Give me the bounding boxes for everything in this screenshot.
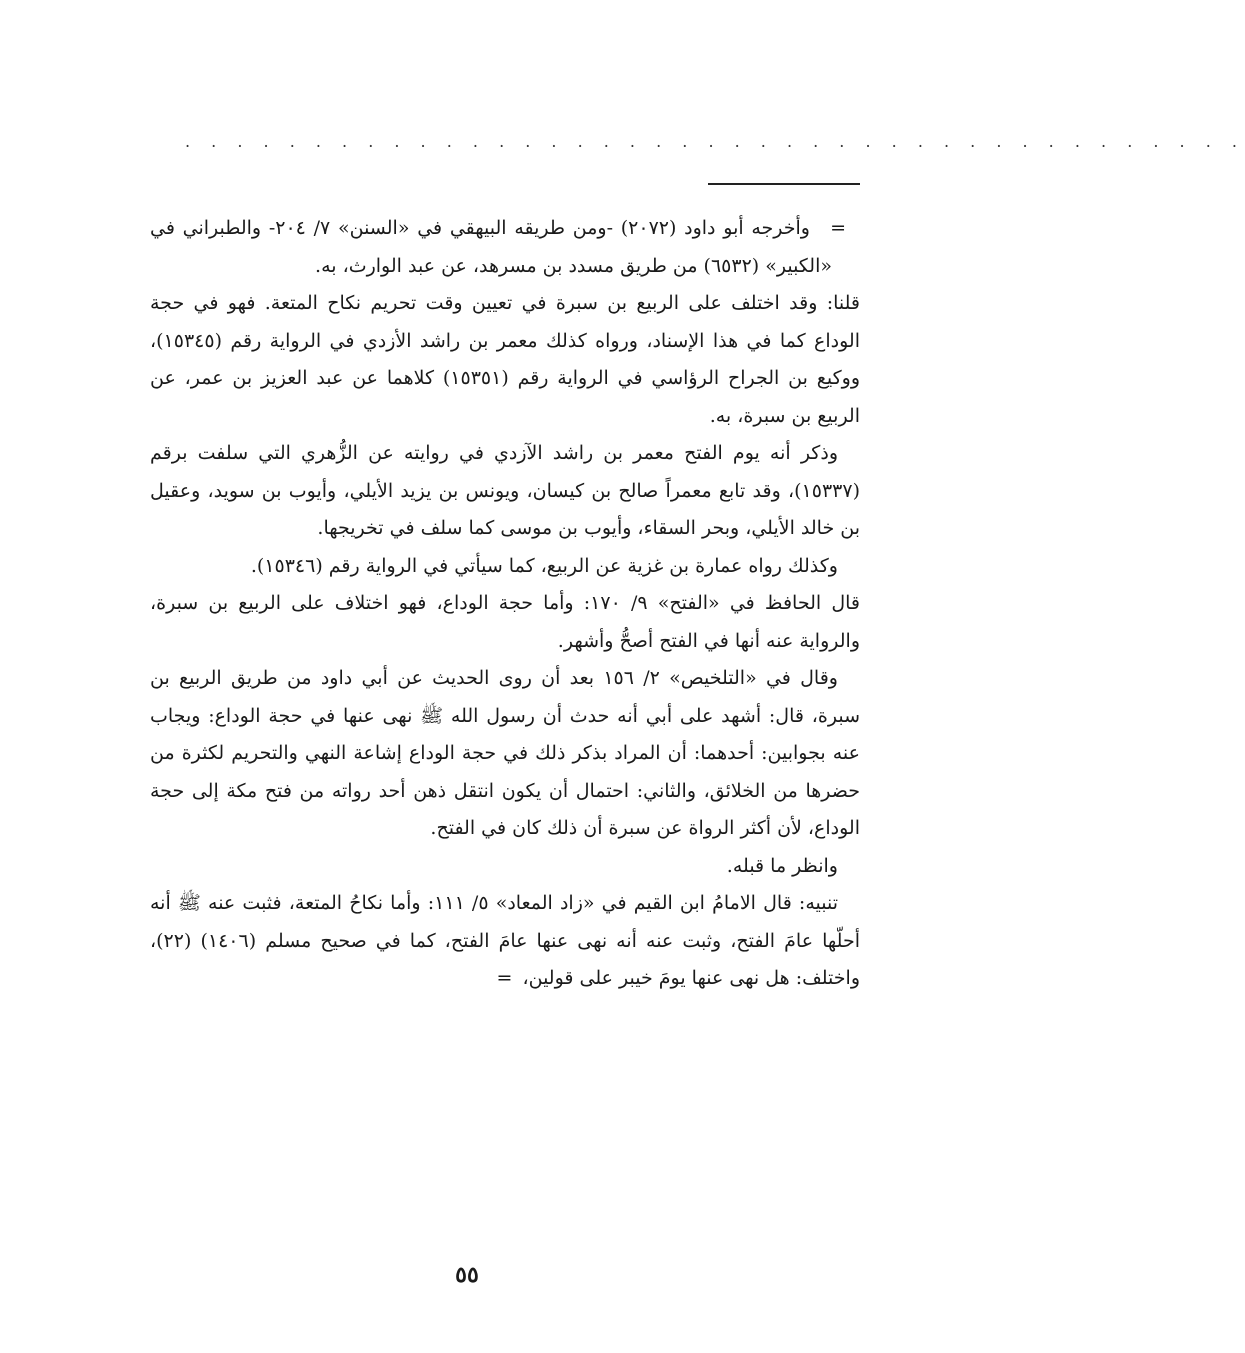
footnote-paragraph: وكذلك رواه عمارة بن غزية عن الربيع، كما سيأتي في الرواية رقم (١٥٣٤٦). — [250, 554, 838, 577]
dotted-separator: . . . . . . . . . . . . . . . . . . . . . . . . . . . . . . . . . . . . . . . . . — [185, 132, 1245, 151]
page-number: ٥٥ — [455, 1262, 479, 1288]
footnote-paragraph-continued — [150, 210, 860, 285]
footnote-paragraph-last — [150, 885, 860, 998]
footnote-paragraph: وذكر أنه يوم الفتح معمر بن راشد الآزدي في روايته عن الزُّهري التي سلفت برقم (١٥٣٣٧)، وقد تابع معمراً صالح بن كيسان، ويونس بن يزيد الأيلي، وأيوب بن سويد، وعقيل بن خالد الأيلي، وبحر السقاء، وأيوب بن موسى كما سلف في تخريجها. — [150, 442, 860, 539]
continuation-mark-start: = — [830, 217, 846, 239]
footnote-body — [150, 210, 860, 998]
footnote-paragraph: قلنا: وقد اختلف على الربيع بن سبرة في تعيين وقت تحريم نكاح المتعة. فهو في حجة الوداع كما في هذا الإسناد، ورواه كذلك معمر بن راشد الأزدي في الرواية رقم (١٥٣٤٥)، ووكيع بن الجراح الرؤاسي في الرواية رقم (١٥٣٥١) كلاهما عن عبد العزيز بن عمر، عن الربيع بن سبرة، به. — [150, 292, 861, 427]
footnote-paragraph: وانظر ما قبله. — [726, 854, 838, 877]
paragraph-text: وأخرجه أبو داود (٢٠٧٢) -ومن طريقه البيهقي في «السنن» ٧/ ٢٠٤- والطبراني في «الكبير» (٦٥٣٢) من طريق مسدد بن مسرهد، عن عبد الوارث، به. — [150, 217, 832, 277]
paragraph-text: تنبيه: قال الامامُ ابن القيم في «زاد المعاد» ٥/ ١١١: وأما نكاحُ المتعة، فثبت عنه ﷺ أنه أحلّها عامَ الفتح، وثبت عنه أنه نهى عنها عامَ الفتح، كما في صحيح مسلم (١٤٠٦) (٢٢)، واختلف: هل نهى عنها يومَ خيبر على قولين، — [150, 892, 860, 989]
footnote-rule — [708, 183, 860, 185]
footnote-paragraph: وقال في «التلخيص» ٢/ ١٥٦ بعد أن روى الحديث عن أبي داود من طريق الربيع بن سبرة، قال: أشهد على أبي أنه حدث أن رسول الله ﷺ نهى عنها في حجة الوداع: ويجاب عنه بجوابين: أحدهما: أن المراد بذكر ذلك في حجة الوداع إشاعة النهي والتحريم لكثرة من حضرها من الخلائق، والثاني: احتمال أن يكون انتقل ذهن أحد رواته من فتح مكة إلى حجة الوداع، لأن أكثر الرواة عن سبرة أن ذلك كان في الفتح. — [150, 667, 860, 839]
footnote-paragraph: قال الحافظ في «الفتح» ٩/ ١٧٠: وأما حجة الوداع، فهو اختلاف على الربيع بن سبرة، والرواية عنه أنها في الفتح أصحُّ وأشهر. — [150, 592, 860, 652]
continuation-mark-end: = — [496, 967, 513, 989]
